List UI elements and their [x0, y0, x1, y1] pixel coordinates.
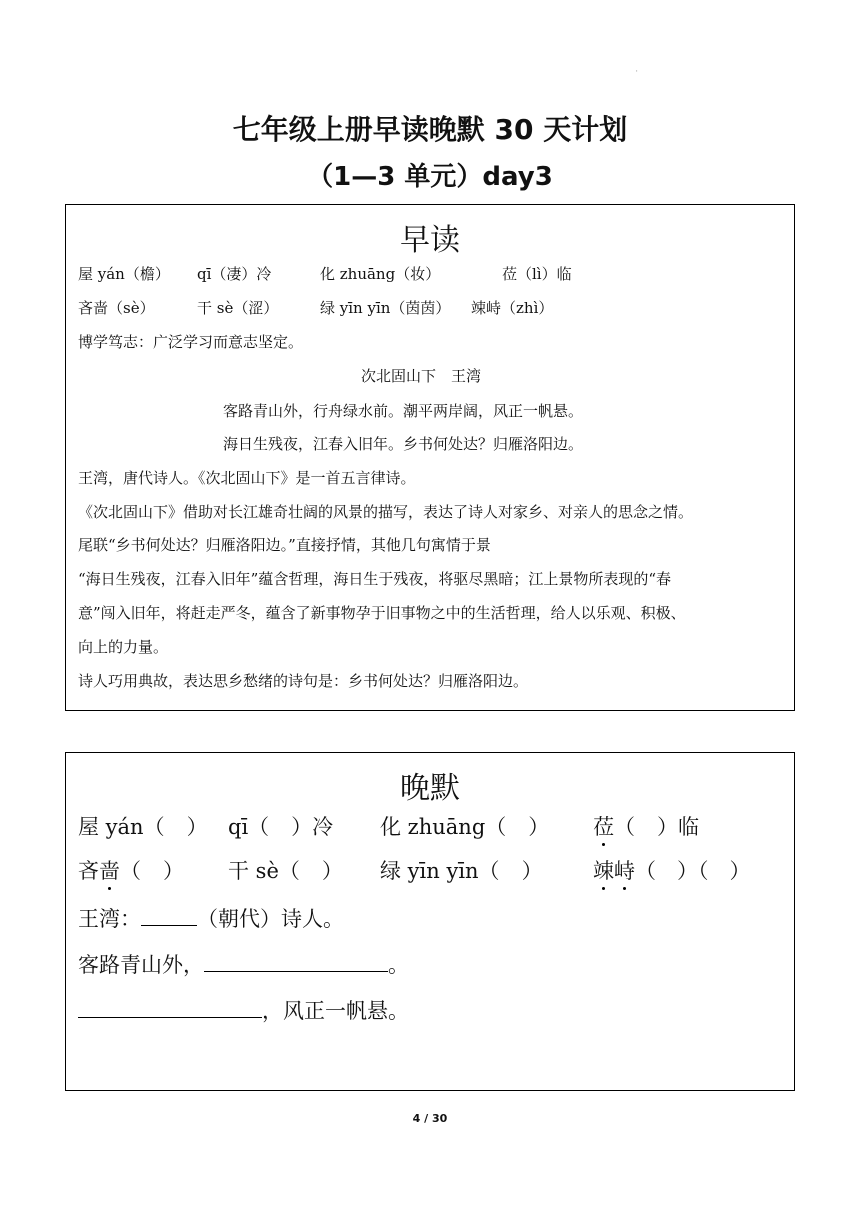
- corner-mark: ': [636, 70, 638, 77]
- note-line: 诗人巧用典故，表达思乡愁绪的诗句是：乡书何处达？归雁洛阳边。: [78, 672, 529, 690]
- vocab-item: qī（凄）冷: [197, 265, 272, 283]
- item-suffix: ）: [521, 859, 543, 883]
- dictation-item: [228, 811, 333, 841]
- vocab-item: 屋 yán（檐）: [78, 265, 170, 283]
- vocab-item: 干 sè（涩）: [197, 299, 279, 317]
- fill-question: [78, 949, 409, 979]
- item-prefix: （: [614, 815, 635, 839]
- dictation-item: [78, 855, 184, 885]
- item-suffix: ）: [528, 815, 550, 839]
- item-prefix: 绿 yīn yīn（: [380, 859, 500, 883]
- note-line: 《次北固山下》借助对长江雄奇壮阔的风景的描写，表达了诗人对家乡、对亲人的思念之情。: [78, 503, 694, 521]
- note-line: “海日生残夜，江春入旧年”蕴含哲理，海日生于残夜，将驱尽黑暗；江上景物所表现的“春: [78, 570, 672, 588]
- question-suffix: ，风正一帆悬。: [262, 999, 409, 1023]
- item-prefix: （: [120, 859, 141, 883]
- note-line: 向上的力量。: [78, 638, 169, 656]
- item-prefix: 屋 yán（: [78, 815, 165, 839]
- dictation-item: [228, 855, 343, 885]
- note-line: 王湾，唐代诗人。《次北固山下》是一首五言律诗。: [78, 469, 416, 487]
- vocab-item: 化 zhuāng（妆）: [320, 265, 441, 283]
- vocab-item: 吝啬（sè）: [78, 299, 155, 317]
- dictation-item: [593, 855, 751, 885]
- page-title: 七年级上册早读晚默 30 天计划: [232, 113, 628, 146]
- page-subtitle: （1—3 单元）day3: [307, 162, 553, 192]
- dictation-item: [380, 811, 549, 841]
- evening-dictation-box: [65, 752, 795, 1091]
- item-suffix: ）: [186, 815, 208, 839]
- vocab-item: 竦峙（zhì）: [471, 299, 554, 317]
- dictation-item: [78, 811, 208, 841]
- dotted-char: 啬: [99, 855, 120, 885]
- question-prefix: 客路青山外，: [78, 953, 204, 977]
- item-prefix: qī（: [228, 815, 270, 839]
- fill-question: [78, 995, 409, 1025]
- answer-blank[interactable]: [204, 951, 388, 972]
- poem-title: 次北固山下 王湾: [361, 367, 482, 385]
- question-suffix: （朝代）诗人。: [197, 907, 344, 931]
- question-suffix: 。: [388, 953, 409, 977]
- item-suffix: ）: [163, 859, 184, 883]
- fill-question: [78, 903, 344, 933]
- dictation-item: [380, 855, 543, 885]
- morning-reading-box: [65, 204, 795, 711]
- item-suffix: ）: [321, 859, 343, 883]
- item-prefix: 化 zhuāng（: [380, 815, 507, 839]
- idiom-line: 博学笃志：广泛学习而意志坚定。: [78, 333, 304, 351]
- answer-blanks[interactable]: （ ）（ ）: [635, 859, 751, 883]
- poem-line: 客路青山外，行舟绿水前。潮平两岸阔，风正一帆悬。: [223, 402, 584, 420]
- plain-char: 吝: [78, 859, 99, 883]
- note-line: 意”闯入旧年，将赶走严冬，蕴含了新事物孕于旧事物之中的生活哲理，给人以乐观、积极、: [78, 604, 686, 622]
- poem-line: 海日生残夜，江春入旧年。乡书何处达？归雁洛阳边。: [223, 435, 584, 453]
- dotted-char: 峙: [614, 855, 635, 885]
- note-line: 尾联“乡书何处达？归雁洛阳边。”直接抒情，其他几句寓情于景: [78, 536, 491, 554]
- item-prefix: 干 sè（: [228, 859, 300, 883]
- evening-heading: 晚默: [400, 771, 460, 806]
- answer-blank[interactable]: [141, 905, 197, 926]
- page-number: 4 / 30: [412, 1112, 448, 1125]
- morning-heading: 早读: [400, 223, 460, 258]
- dotted-char: 莅: [593, 811, 614, 841]
- item-suffix: ）冷: [291, 815, 334, 839]
- item-suffix: ）临: [657, 815, 699, 839]
- vocab-item: 莅（lì）临: [502, 265, 572, 283]
- dotted-char: 竦: [593, 855, 614, 885]
- question-prefix: 王湾：: [78, 907, 141, 931]
- vocab-item: 绿 yīn yīn（茵茵）: [320, 299, 451, 317]
- answer-blank[interactable]: [78, 997, 262, 1018]
- dictation-item: [593, 811, 699, 841]
